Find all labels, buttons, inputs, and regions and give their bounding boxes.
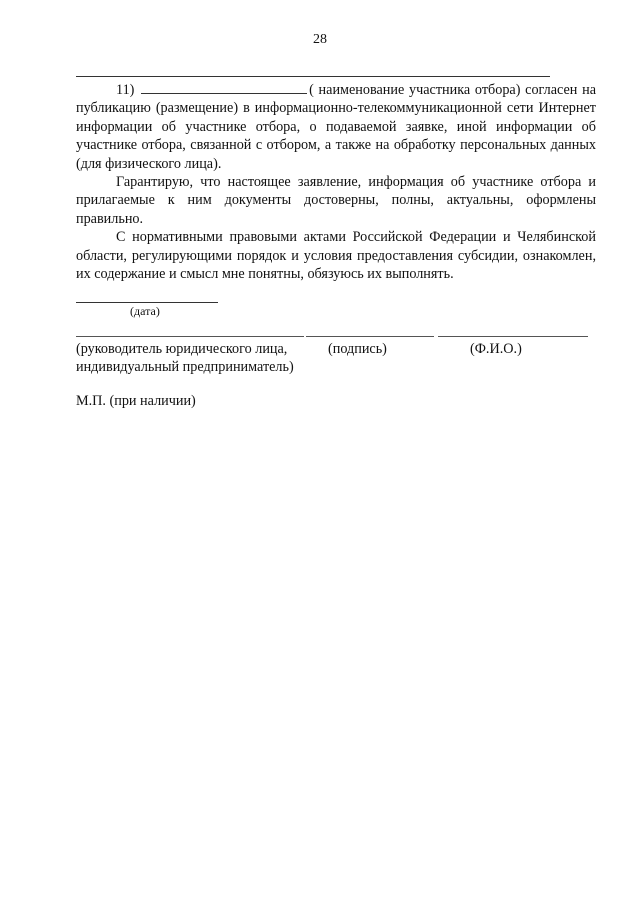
date-line [76,302,218,303]
head-label [76,340,294,377]
participant-name-blank [141,81,307,94]
head-label-line2: индивидуальный предприниматель) [76,359,294,376]
page-number: 28 [313,32,327,47]
consent-paragraph [76,81,596,173]
consent-text: ( наименование участника отбора) согласен на публикацию (размещение) в информационно-телекоммуникационной сети Интернет информации об участнике отбора, о подаваемой заявке, иной информации об участнике отбора, связанной с отбором, а также на обработку персональных данных (для физического лица). [76,82,596,172]
name-line [438,336,588,337]
name-label: (Ф.И.О.) [470,341,522,357]
head-label-line1: (руководитель юридического лица, [76,341,288,357]
top-rule [76,76,550,77]
signature-label: (подпись) [328,341,387,357]
acts-paragraph: С нормативными правовыми актами Российской Федерации и Челябинской области, регулирующими порядок и условия предоставления субсидии, ознакомлен, их содержание и смысл мне понятны, обязуюсь их выполнять. [76,229,596,283]
head-sign-line [76,336,304,337]
document-body [76,81,596,283]
item-number: 11) [116,82,135,98]
date-caption: (дата) [130,304,160,318]
guarantee-paragraph: Гарантирую, что настоящее заявление, информация об участнике отбора и прилагаемые к ним документы достоверны, полны, актуальны, оформлены правильно. [76,174,596,227]
seal-text: М.П. (при наличии) [76,393,196,409]
signature-line [306,336,434,337]
